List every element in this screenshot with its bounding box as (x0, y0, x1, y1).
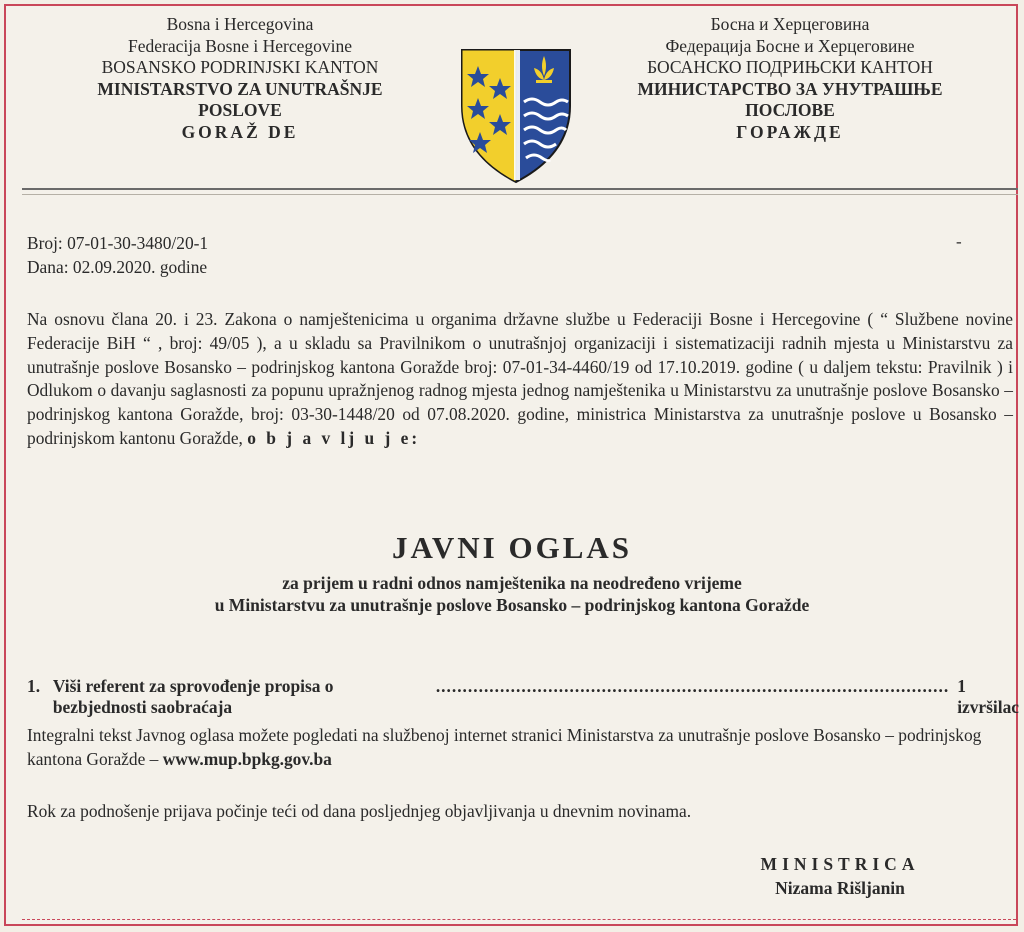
canton-name-cyr: БОСАНСКО ПОДРИЊСКИ КАНТОН (647, 57, 933, 77)
header-divider-thin (22, 194, 1018, 195)
integral-text: Integralni tekst Javnog oglasa možete pogledati na službenoj internet stranici Ministarstva za unutrašnje poslove Bosansko – podrinjskog kantona Goražde – (27, 725, 982, 769)
position-leader-dots: ................................................................................................ (435, 676, 950, 696)
city-name: GORAŽ DE (181, 121, 299, 142)
ministry-name: MINISTARSTVO ZA UNUTRAŠNJE (97, 78, 383, 99)
signature-role: MINISTRICA (760, 854, 920, 874)
margin-dash: - (956, 232, 962, 251)
ministry-name-cyr: МИНИСТАРСТВО ЗА УНУТРАШЊЕ (637, 78, 943, 99)
country-name-cyr: Босна и Херцеговина (710, 14, 870, 34)
ministry-name-cont-cyr: ПОСЛОВЕ (745, 100, 835, 120)
letterhead-cyrillic (580, 14, 1000, 143)
reference-date: Dana: 02.09.2020. godine (27, 256, 208, 277)
integral-text-paragraph (27, 724, 1013, 772)
position-count: 1 izvršilac (957, 676, 1019, 717)
letterhead-latin (30, 14, 450, 143)
header-divider (22, 188, 1018, 190)
announce-word: o b j a v lj u j e: (247, 427, 421, 448)
position-title: Viši referent za sprovođenje propisa o bezbjednosti saobraćaja (52, 676, 334, 717)
reference-number: Broj: 07-01-30-3480/20-1 (27, 233, 209, 253)
deadline-paragraph: Rok za podnošenje prijava počinje teći od dana posljednjeg objavljivanja u dnevnim novinama. (27, 801, 692, 821)
legal-basis-paragraph (27, 308, 1013, 451)
position-item (27, 676, 1019, 718)
letterhead (20, 14, 1000, 186)
federation-name: Federacija Bosne i Hercegovine (127, 35, 352, 56)
bottom-dashed-border (22, 919, 1016, 920)
reference-block (27, 232, 1013, 280)
canton-name: BOSANSKO PODRINJSKI KANTON (101, 57, 379, 77)
city-name-cyr: ГОРАЖДЕ (736, 121, 844, 142)
ad-subtitle-1: za prijem u radni odnos namještenika na neodređeno vrijeme (282, 573, 742, 593)
ministry-website-link[interactable]: www.mup.bpkg.gov.ba (162, 748, 332, 769)
ministry-name-cont: POSLOVE (198, 100, 282, 120)
position-number: 1. (27, 676, 41, 696)
ad-subtitle-2: u Ministarstvu za unutrašnje poslove Bosansko – podrinjskog kantona Goražde (214, 595, 810, 615)
federation-name-cyr: Федерација Босне и Херцеговине (665, 35, 915, 56)
canton-coat-of-arms-icon (456, 36, 576, 186)
country-name: Bosna i Hercegovina (166, 14, 314, 34)
ad-title: JAVNI OGLAS (391, 530, 632, 565)
signature-name: Nizama Rišljanin (775, 878, 905, 898)
legal-basis-text: Na osnovu člana 20. i 23. Zakona o namještenicima u organima državne službe u Federaciji Bosne i Hercegovine ( “ Službene novine Federacije BiH “ , broj: 49/05 ), a u skladu sa Pravilnikom o unutrašnjoj organizaciji i sistematizaciji radnih mjesta u Ministarstvu za unutrašnje poslove Bosansko – podrinjskog kantona Goražde broj: 07-01-34-4460/19 od 17.10.2019. godine ( u daljem tekstu: Pravilnik ) i Odlukom o davanju saglasnosti za popunu upražnjenog radnog mjesta jednog namještenika u Ministarstvu za unutrašnje poslove Bosansko – podrinjskog kantona Goražde, broj: 03-30-1448/20 od 07.08.2020. godine, ministrica Ministarstva za unutrašnje poslove u Bosansko – podrinjskom kantonu Goražde, (27, 309, 1013, 448)
